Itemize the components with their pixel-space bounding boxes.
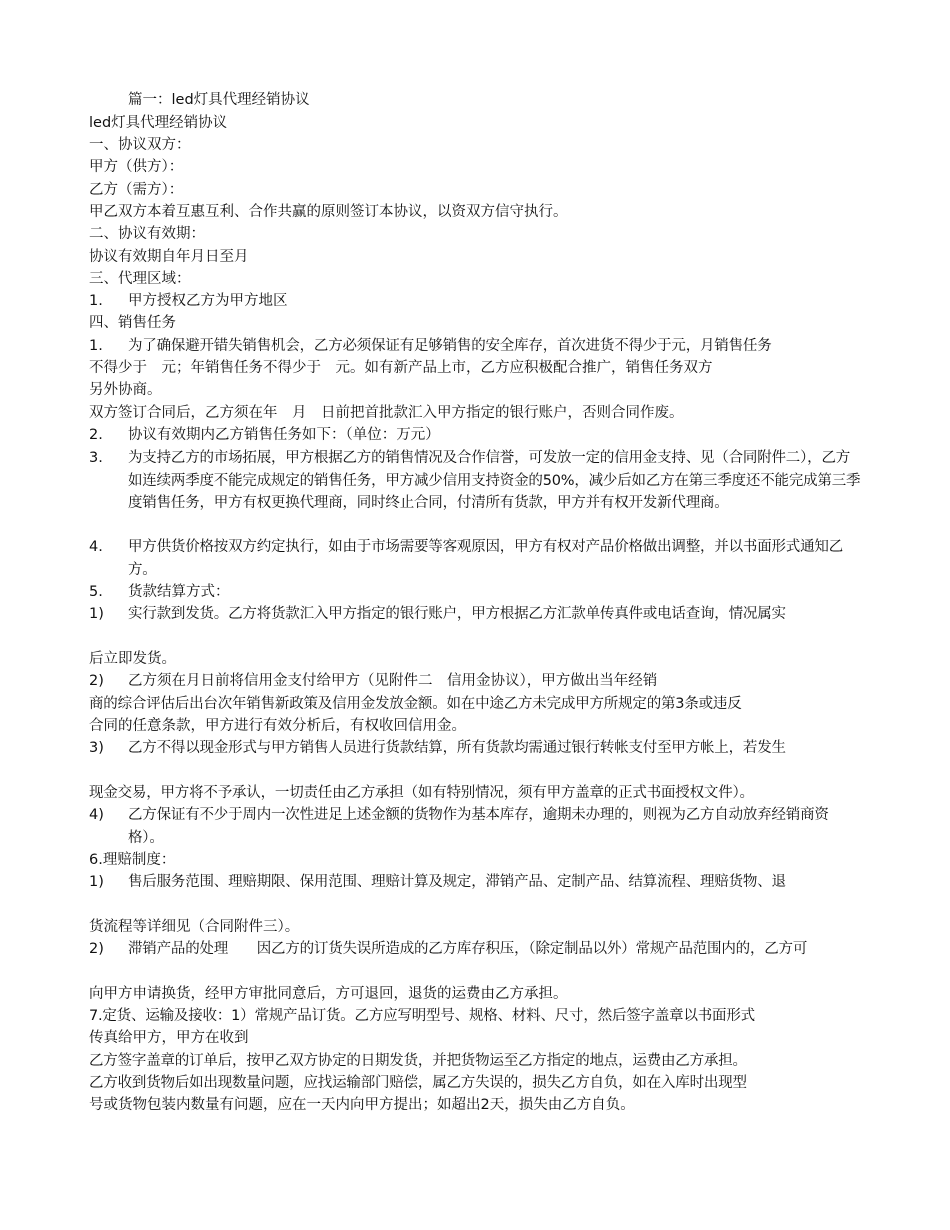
text-line: 另外协商。 <box>89 382 162 398</box>
item-text: 货款结算方式： <box>128 584 230 600</box>
item-paragraph: 售后服务范围、理赔期限、保用范围、理赔计算及规定，滞销产品、定制产品、结算流程、理赔货物、退 <box>128 874 786 890</box>
item-number: 2) <box>89 673 104 689</box>
text-line: 后立即发货。 <box>89 651 176 667</box>
item-number: 2) <box>89 941 104 957</box>
text-line: 商的综合评估后出台次年销售新政策及信用金发放金额。如在中途乙方未完成甲方所规定的第3条或违反 <box>89 696 742 712</box>
text-line: 双方签订合同后，乙方须在年 月 日前把首批款汇入甲方指定的银行账户，否则合同作废。 <box>89 405 684 421</box>
section-heading: 6.理赔制度： <box>89 852 176 868</box>
text-line: 向甲方申请换货，经甲方审批同意后，方可退回，退货的运费由乙方承担。 <box>89 986 568 1002</box>
doc-heading: led灯具代理经销协议 <box>89 115 228 131</box>
text-line: 协议有效期自年月日至月 <box>89 249 249 265</box>
doc-title: 篇一：led灯具代理经销协议 <box>128 92 310 108</box>
item-paragraph: 乙方不得以现金形式与甲方销售人员进行货款结算，所有货款均需通过银行转帐支付至甲方帐上，若发生 <box>128 740 786 756</box>
text-line: 不得少于 元；年销售任务不得少于 元。如有新产品上市，乙方应积极配合推广，销售任务双方 <box>89 360 713 376</box>
text-line: 传真给甲方，甲方在收到 <box>89 1030 249 1046</box>
item-number: 4) <box>89 807 104 823</box>
text-line: 乙方（需方）： <box>89 182 184 198</box>
text-line: 乙方签字盖章的订单后，按甲乙双方协定的日期发货，并把货物运至乙方指定的地点，运费由乙方承担。 <box>89 1053 747 1069</box>
item-number: 1. <box>89 293 103 309</box>
item-number: 2. <box>89 427 103 443</box>
text-line: 合同的任意条款，甲方进行有效分析后，有权收回信用金。 <box>89 718 466 734</box>
text-line: 甲乙双方本着互惠互利、合作共赢的原则签订本协议，以资双方信守执行。 <box>89 204 568 220</box>
text-line: 现金交易，甲方将不予承认，一切责任由乙方承担（如有特别情况，须有甲方盖章的正式书面授权文件）。 <box>89 785 754 801</box>
section-heading: 三、代理区域： <box>89 271 191 287</box>
item-paragraph: 乙方保证有不少于周内一次性进足上述金额的货物作为基本库存，逾期未办理的，则视为乙方自动放弃经销商资格）。 <box>128 807 829 846</box>
item-number: 5. <box>89 584 103 600</box>
item-number: 1) <box>89 606 104 622</box>
section-heading: 四、销售任务 <box>89 315 176 331</box>
item-number: 3. <box>89 450 103 466</box>
item-text: 甲方授权乙方为甲方地区 <box>128 293 288 309</box>
text-line: 货流程等详细见（合同附件三）。 <box>89 919 300 935</box>
item-text: 乙方须在月日前将信用金支付给甲方（见附件二 信用金协议），甲方做出当年经销 <box>128 673 658 689</box>
item-text: 协议有效期内乙方销售任务如下：（单位：万元） <box>128 427 440 443</box>
item-paragraph: 滞销产品的处理 因乙方的订货失误所造成的乙方库存积压，（除定制品以外）常规产品范围内的，乙方可 <box>128 941 808 957</box>
item-number: 4. <box>89 539 103 555</box>
item-text: 为了确保避开错失销售机会，乙方必须保证有足够销售的安全库存，首次进货不得少于元，月销售任务 <box>128 338 772 354</box>
item-paragraph: 实行款到发货。乙方将货款汇入甲方指定的银行账户，甲方根据乙方汇款单传真件或电话查询，情况属实 <box>128 606 786 622</box>
text-line: 甲方（供方）： <box>89 159 184 175</box>
text-line: 乙方收到货物后如出现数量问题，应找运输部门赔偿，属乙方失误的，损失乙方自负，如在入库时出现型 <box>89 1075 747 1091</box>
section-heading: 二、协议有效期： <box>89 226 205 242</box>
item-number: 3) <box>89 740 104 756</box>
section-heading: 7.定货、运输及接收：1）常规产品订货。乙方应写明型号、规格、材料、尺寸，然后签字盖章以书面形式 <box>89 1008 755 1024</box>
item-number: 1) <box>89 874 104 890</box>
item-number: 1. <box>89 338 103 354</box>
section-heading: 一、协议双方： <box>89 137 191 153</box>
text-line: 号或货物包装内数量有问题，应在一天内向甲方提出；如超出2天，损失由乙方自负。 <box>89 1097 635 1113</box>
item-paragraph: 为支持乙方的市场拓展，甲方根据乙方的销售情况及合作信誉，可发放一定的信用金支持、见（合同附件二），乙方如连续两季度不能完成规定的销售任务，甲方减少信用支持资金的50%，减少后如乙方在第三季度还不能完成第三季度销售任务，甲方有权更换代理商，同时终止合同，付清所有货款，甲方并有权开发新代理商。 <box>128 450 861 511</box>
item-paragraph: 甲方供货价格按双方约定执行，如由于市场需要等客观原因，甲方有权对产品价格做出调整，并以书面形式通知乙方。 <box>128 539 843 578</box>
